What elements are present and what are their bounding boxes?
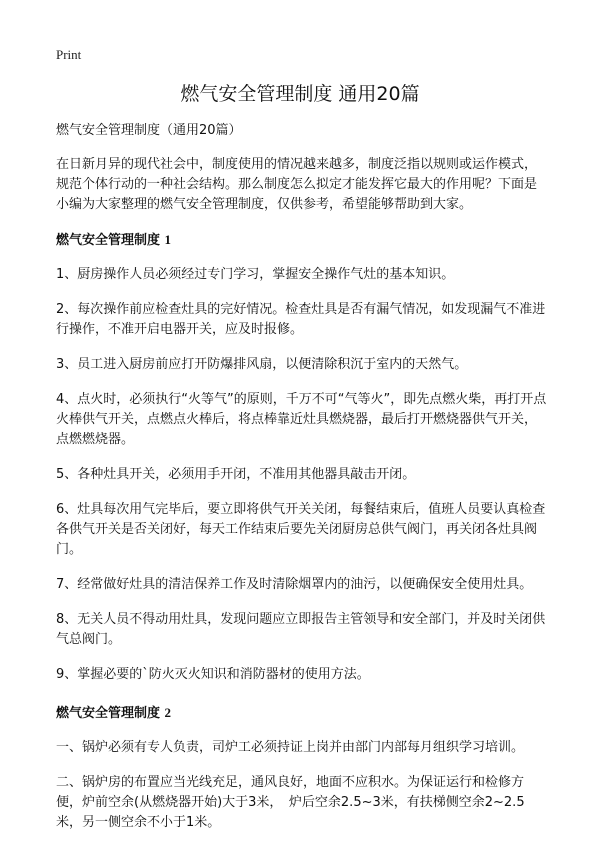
section-heading-1 xyxy=(56,230,548,251)
print-link[interactable]: Print xyxy=(56,47,82,62)
document-body xyxy=(56,121,548,848)
section-heading-text: 燃气安全管理制度 xyxy=(56,706,165,721)
list-item: 4、点火时，必须执行“火等气”的原则，千万不可“气等火”，即先点燃火柴，再打开点火棒供气开关，点燃点火棒后，将点棒靠近灶具燃烧器，最后打开燃烧器供气开关，点燃燃烧器。 xyxy=(56,392,547,447)
document-title: 燃气安全管理制度 通用20篇 xyxy=(180,83,420,105)
list-item: 二、锅炉房的布置应当光线充足，通风良好，地面不应积水。为保证运行和检修方便，炉前空余(从燃烧器开始)大于3米， 炉后空余2.5~3米，有扶梯侧空余2~2.5米，另一侧空余不小于1米。 xyxy=(56,775,525,830)
section-heading-text: 燃气安全管理制度 xyxy=(56,233,165,248)
section-heading-number: 2 xyxy=(164,705,172,720)
list-item: 8、无关人员不得动用灶具，发现问题应立即报告主管领导和安全部门，并及时关闭供气总阀门。 xyxy=(56,612,546,647)
section-heading-2 xyxy=(56,703,548,724)
document-subtitle: 燃气安全管理制度（通用20篇） xyxy=(56,123,242,138)
list-item: 9、掌握必要的`防火灭火知识和消防器材的使用方法。 xyxy=(56,667,370,682)
list-item: 6、灶具每次用气完毕后，要立即将供气开关关闭，每餐结束后，值班人员要认真检查各供气开关是否关闭好，每天工作结束后要先关闭厨房总供气阀门，再关闭各灶具阀门。 xyxy=(56,502,546,557)
list-item: 3、员工进入厨房前应打开防爆排风扇，以便清除积沉于室内的天然气。 xyxy=(56,357,468,372)
list-item: 1、厨房操作人员必须经过专门学习，掌握安全操作气灶的基本知识。 xyxy=(56,267,455,282)
list-item: 5、各种灶具开关，必须用手开闭，不准用其他器具敲击开闭。 xyxy=(56,467,416,482)
section-heading-number: 1 xyxy=(164,232,172,247)
intro-paragraph: 在日新月异的现代社会中，制度使用的情况越来越多，制度泛指以规则或运作模式，规范个体行动的一种社会结构。那么制度怎么拟定才能发挥它最大的作用呢？下面是小编为大家整理的燃气安全管理制度，仅供参考，希望能够帮助到大家。 xyxy=(56,157,538,212)
list-item: 一、锅炉必须有专人负责，司炉工必须持证上岗并由部门内部每月组织学习培训。 xyxy=(56,740,525,755)
list-item: 2、每次操作前应检查灶具的完好情况。检查灶具是否有漏气情况，如发现漏气不准进行操作，不准开启电器开关，应及时报修。 xyxy=(56,302,546,337)
list-item: 7、经常做好灶具的清洁保养工作及时清除烟罩内的油污，以便确保安全使用灶具。 xyxy=(56,577,533,592)
